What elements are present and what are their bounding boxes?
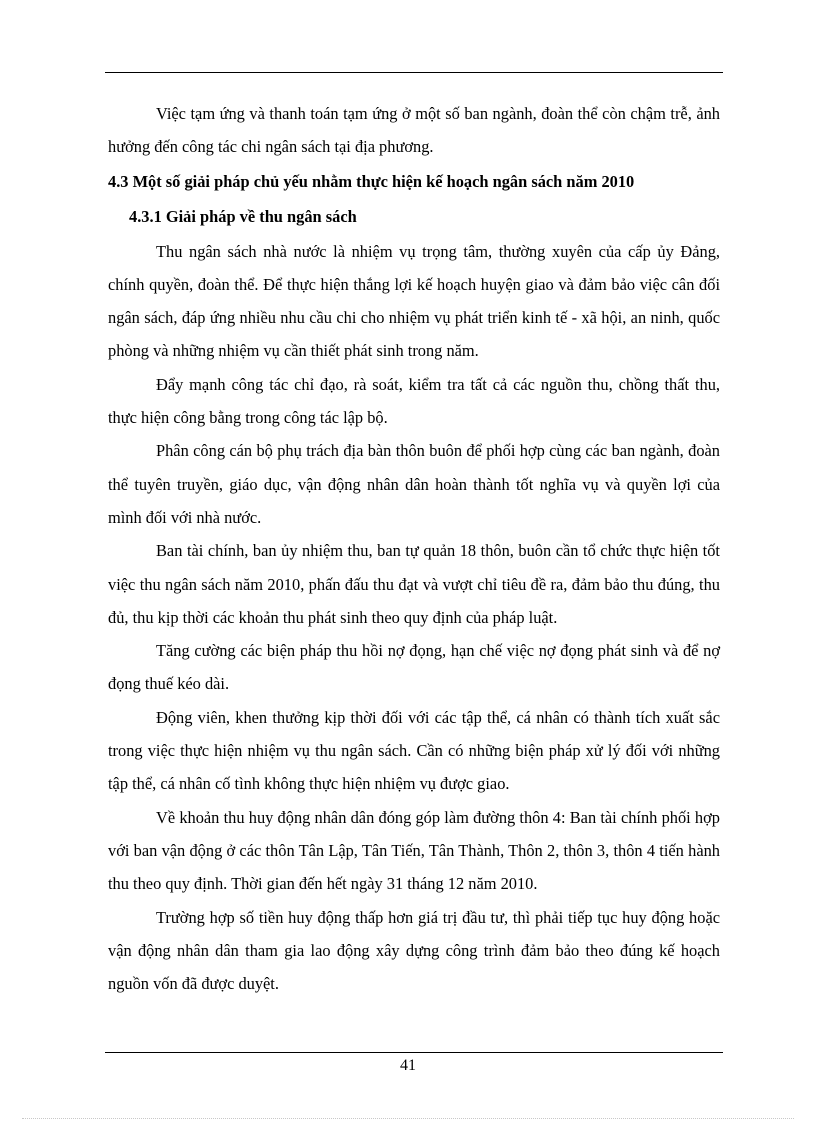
footer-rule [105,1052,723,1053]
header-rule [105,72,723,73]
paragraph: Thu ngân sách nhà nước là nhiệm vụ trọng tâm, thường xuyên của cấp ủy Đảng, chính quyền, đoàn thể. Để thực hiện thắng lợi kế hoạch huyện giao và đảm bảo việc cân đối ngân sách, đáp ứng nhiều nhu cầu chi cho nhiệm vụ phát triển kinh tế - xã hội, an ninh, quốc phòng và những nhiệm vụ cần thiết phát sinh trong năm. [108,241,720,361]
section-heading: 4.3 Một số giải pháp chủ yếu nhằm thực hiện kế hoạch ngân sách năm 2010 [108,171,635,191]
subsection-heading: 4.3.1 Giải pháp về thu ngân sách [129,206,357,226]
paragraph: Đẩy mạnh công tác chỉ đạo, rà soát, kiểm tra tất cả các nguồn thu, chồng thất thu, thực hiện công bằng trong công tác lập bộ. [108,374,720,428]
paragraph: Động viên, khen thưởng kịp thời đối với các tập thể, cá nhân có thành tích xuất sắc trong việc thực hiện nhiệm vụ thu ngân sách. Cần có những biện pháp xử lý đối với những tập thể, cá nhân cố tình không thực hiện nhiệm vụ được giao. [108,707,720,794]
page-edge-divider [22,1118,794,1119]
paragraph: Phân công cán bộ phụ trách địa bàn thôn buôn để phối hợp cùng các ban ngành, đoàn thể tuyên truyền, giáo dục, vận động nhân dân hoàn thành tốt nghĩa vụ và quyền lợi của mình đối với nhà nước. [108,441,720,527]
paragraph-intro: Việc tạm ứng và thanh toán tạm ứng ở một số ban ngành, đoàn thể còn chậm trễ, ảnh hưởng đến công tác chi ngân sách tại địa phương. [108,104,720,157]
paragraph: Ban tài chính, ban ủy nhiệm thu, ban tự quản 18 thôn, buôn cần tổ chức thực hiện tốt việc thu ngân sách năm 2010, phấn đấu thu đạt và vượt chỉ tiêu đề ra, đảm bảo thu đúng, thu đủ, thu kịp thời các khoản thu phát sinh theo quy định của pháp luật. [108,541,720,627]
paragraph: Tăng cường các biện pháp thu hồi nợ đọng, hạn chế việc nợ đọng phát sinh và để nợ đọng thuế kéo dài. [108,641,720,694]
paragraph: Trường hợp số tiền huy động thấp hơn giá trị đầu tư, thì phải tiếp tục huy động hoặc vận động nhân dân tham gia lao động xây dựng công trình đảm bảo theo đúng kế hoạch nguồn vốn đã được duyệt. [108,907,720,994]
page-body [108,97,720,1000]
paragraph: Về khoản thu huy động nhân dân đóng góp làm đường thôn 4: Ban tài chính phối hợp với ban vận động ở các thôn Tân Lập, Tân Tiến, Tân Thành, Thôn 2, thôn 3, thôn 4 tiến hành thu theo quy định. Thời gian đến hết ngày 31 tháng 12 năm 2010. [108,807,720,894]
page-number: 41 [400,1057,416,1074]
